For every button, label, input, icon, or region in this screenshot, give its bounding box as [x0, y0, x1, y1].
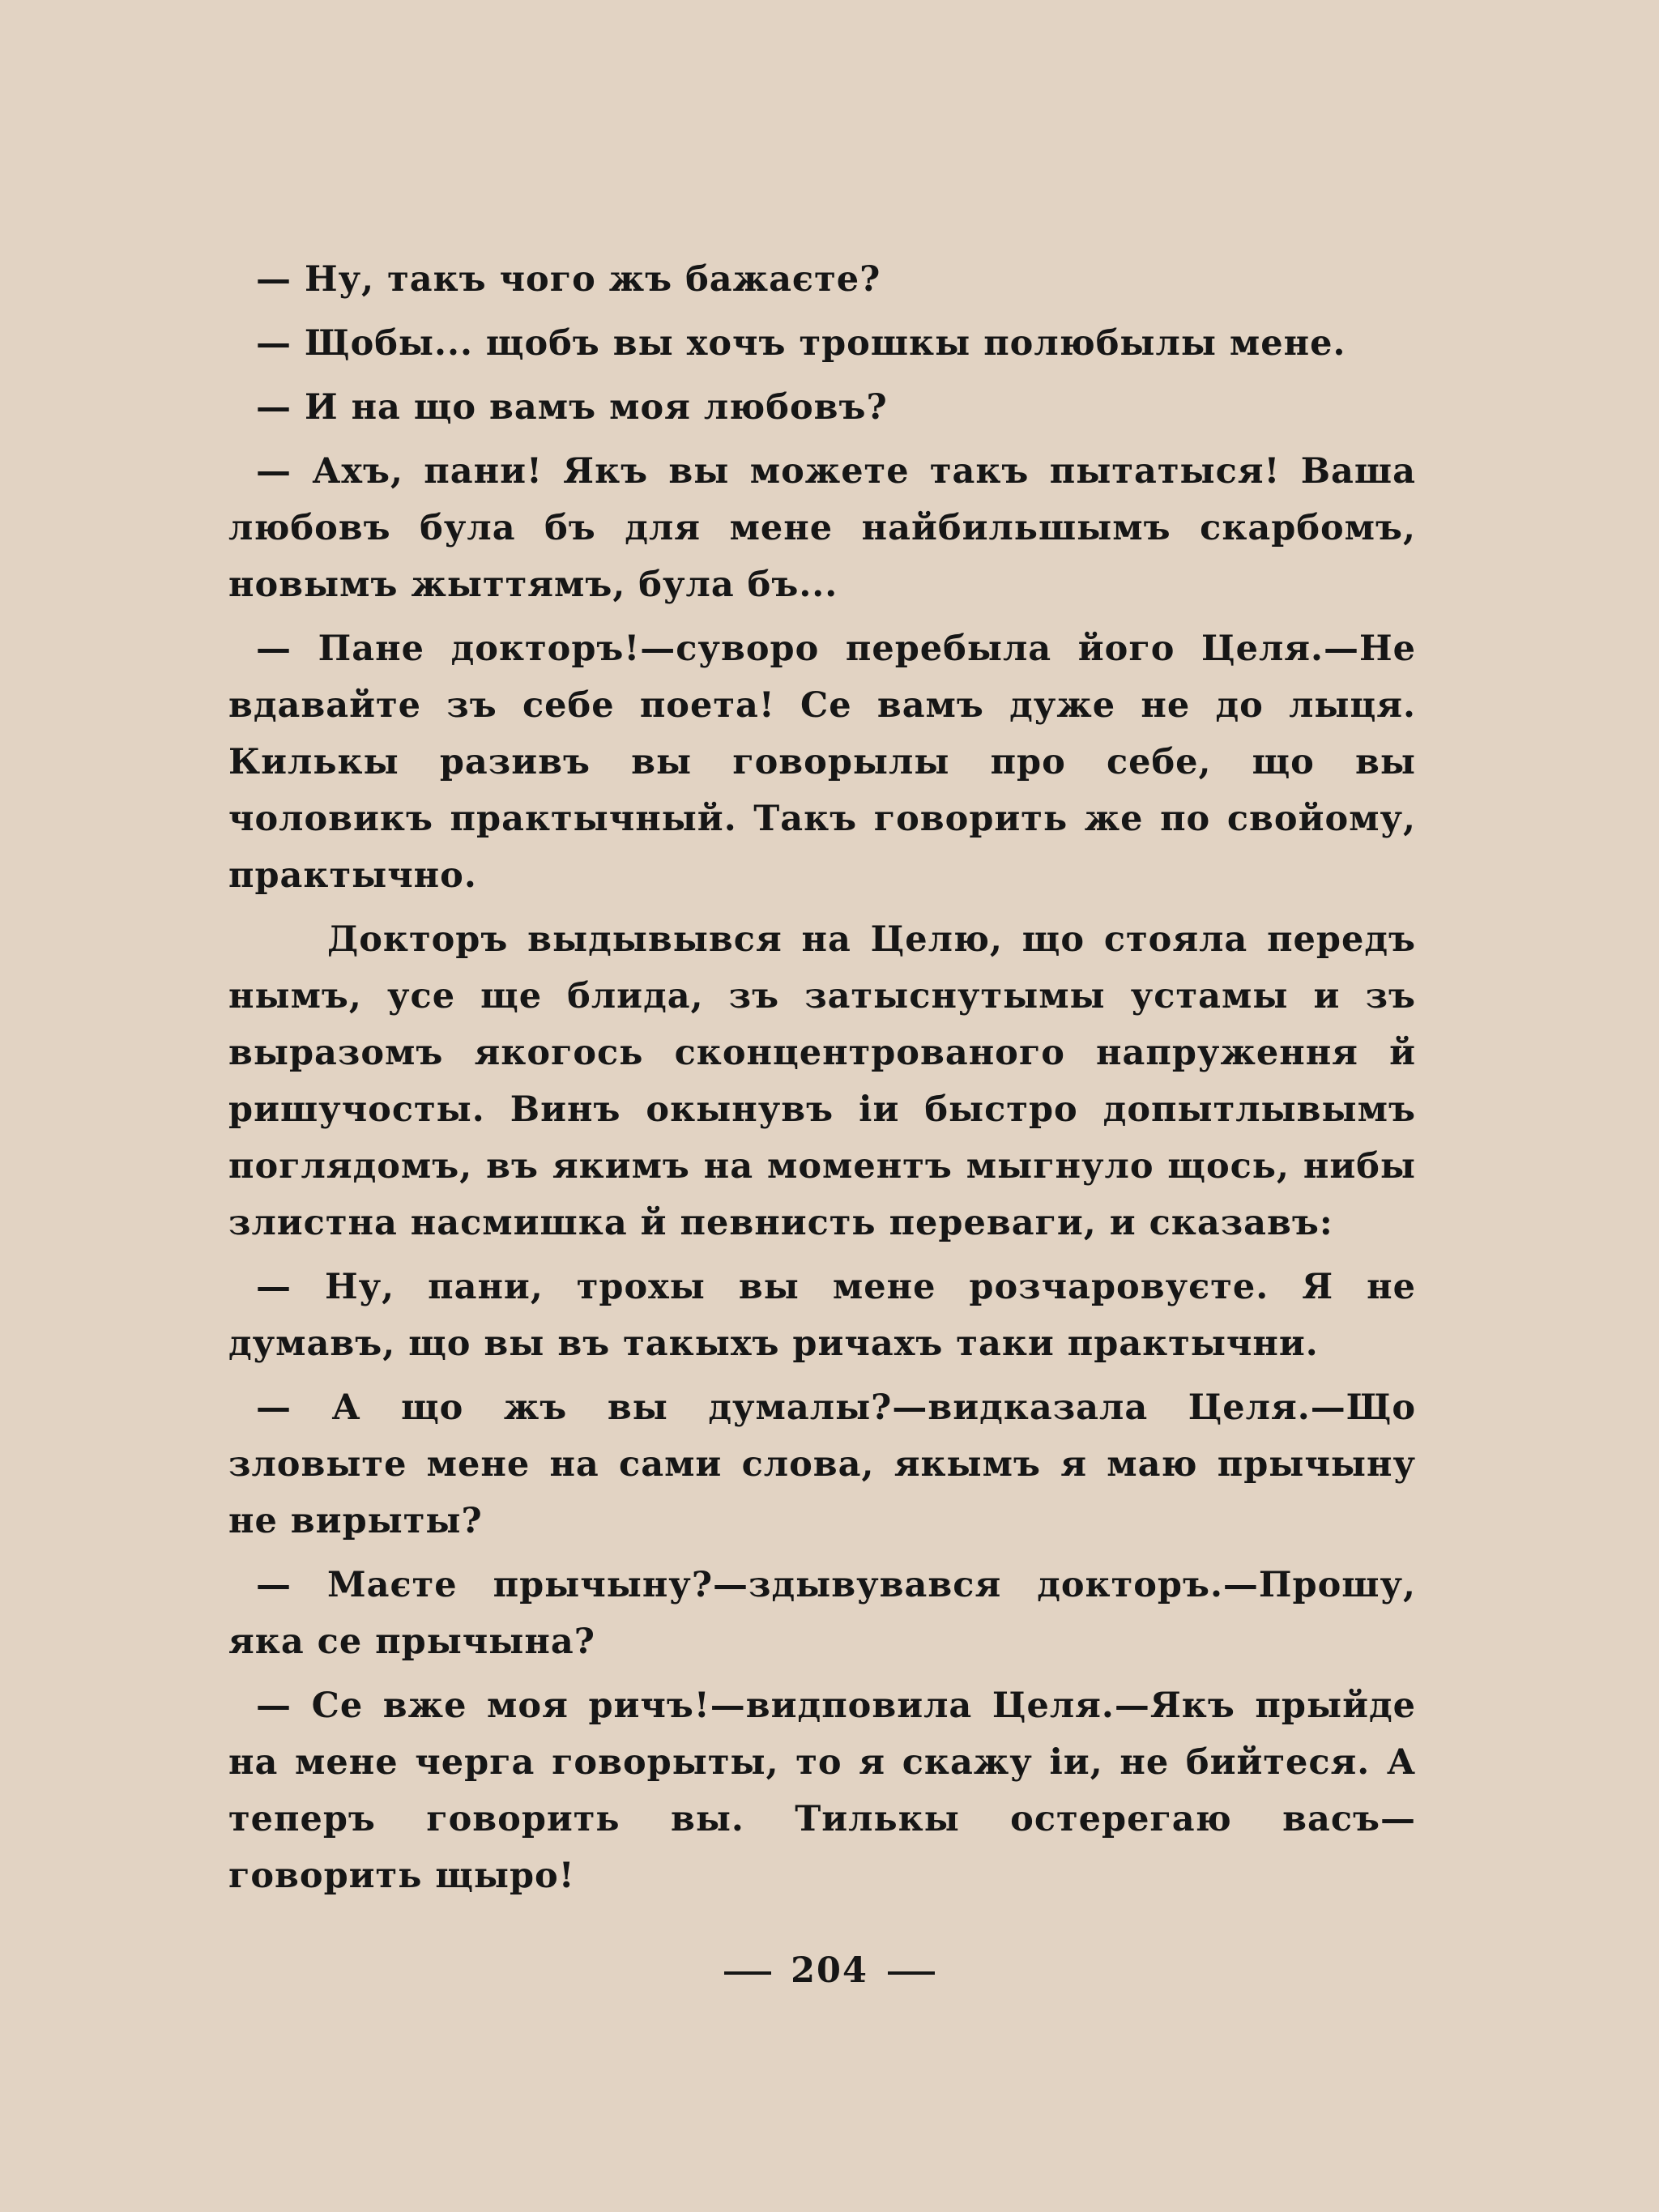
paragraph-8: — А що жъ вы думалы?—видказала Целя.—Що зловыте мене на сами слова, якымъ я маю прычыну не вирыты?: [228, 1387, 1416, 1541]
paragraph-7: — Ну, пани, трохы вы мене розчаровуєте. Я не думавъ, що вы въ такыхъ ричахъ таки практычни.: [228, 1267, 1416, 1364]
page-number: [0, 1942, 1659, 1999]
paragraph-10: — Се вже моя ричъ!—видповила Целя.—Якъ прыйде на мене черга говорыты, то я скажу іи, не бийтеся. А теперъ говорить вы. Тилькы остерегаю васъ—говорить щыро!: [228, 1686, 1416, 1896]
paragraph-4: — Ахъ, пани! Якъ вы можете такъ пытатыся! Ваша любовъ була бъ для мене найбильшымъ скарбомъ, новымъ жыттямъ, була бъ...: [228, 451, 1416, 605]
page-number-value: 204: [791, 1950, 868, 1991]
page-text: [228, 251, 1416, 1904]
paragraph-9: — Маєте прычыну?—здывувався докторъ.—Прошу, яка се прычына?: [228, 1565, 1416, 1662]
paragraph-3: — И на що вамъ моя любовъ?: [256, 387, 888, 428]
paragraph-1: — Ну, такъ чого жъ бажаєте?: [256, 259, 881, 300]
paragraph-5: — Пане докторъ!—суворо перебыла його Целя.—Не вдавайте зъ себе поета! Се вамъ дуже не до лыця. Килькы разивъ вы говорылы про себе, що вы чоловикъ практычный. Такъ говорить же по свойому, практычно.: [228, 629, 1416, 896]
paragraph-2: — Щобы... щобъ вы хочъ трошкы полюбылы мене.: [256, 323, 1346, 364]
paragraph-6: Докторъ выдывывся на Целю, що стояла передъ нымъ, усе ще блида, зъ затыснутымы устамы и зъ выразомъ якогось сконцентрованого напруження й ришучосты. Винъ окынувъ іи быстро допытлывымъ поглядомъ, въ якимъ на моментъ мыгнуло щось, нибы злистна насмишка й певнисть переваги, и сказавъ:: [228, 919, 1416, 1243]
page-number-right-dash: [888, 1971, 935, 1975]
page-number-left-dash: [724, 1971, 771, 1975]
